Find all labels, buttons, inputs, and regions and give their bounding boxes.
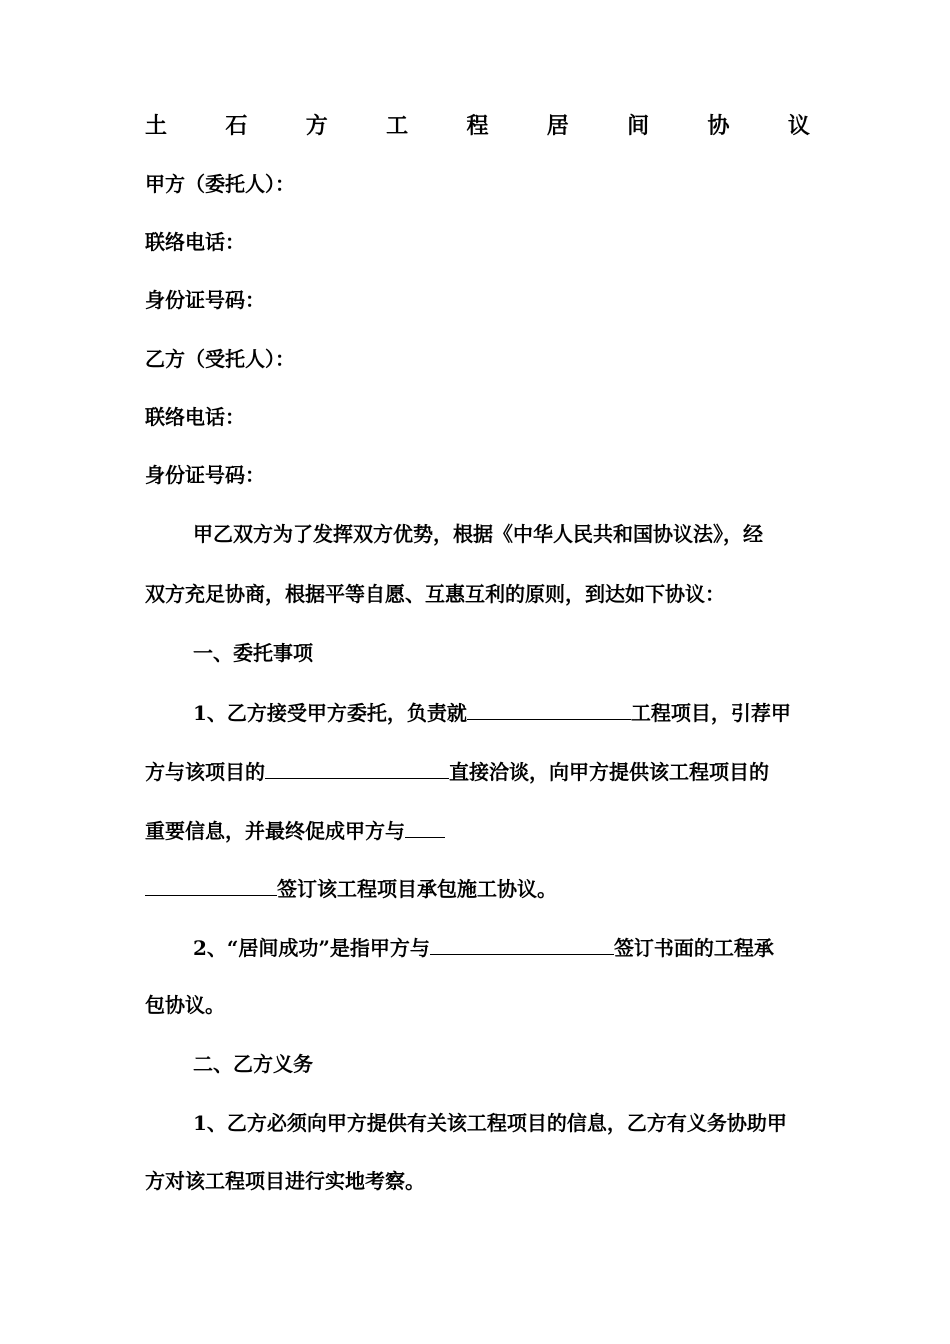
text-segment: 签订该工程项目承包施工协议。 [277,877,557,901]
section-1-item-2-line-2: 包协议。 [145,993,225,1017]
title-char: 方 [305,113,328,139]
text-segment: 工程项目，引荐甲 [630,701,791,725]
party-a-label: 甲方（委托人）： [145,172,295,196]
section-1-item-1-line-2 [145,756,810,784]
text-segment: 1、乙方接受甲方委托，负责就 [193,701,467,725]
party-b-phone-label: 联络电话： [145,405,245,429]
blank-line [265,756,449,779]
section-1-heading: 一、委托事项 [193,641,313,665]
title-char: 议 [787,113,810,139]
party-a-id-label: 身份证号码： [145,288,265,312]
title-char: 土 [145,113,168,139]
section-2-item-1-line-1: 1、乙方必须向甲方提供有关该工程项目的信息，乙方有义务协助甲 [193,1111,787,1135]
text-segment: 方与该项目的 [145,760,265,784]
section-1-item-1-line-3 [145,815,810,843]
section-2-item-1-line-2: 方对该工程项目进行实地考察。 [145,1169,425,1193]
party-b-label: 乙方（受托人）： [145,347,295,371]
title-char: 工 [386,113,409,139]
section-2-heading: 二、乙方义务 [193,1052,313,1076]
party-b-id-label: 身份证号码： [145,463,265,487]
preamble-line-2: 双方充足协商，根据平等自愿、互惠互利的原则，到达如下协议： [145,582,725,606]
blank-line [467,697,631,720]
blank-line [430,932,614,955]
document-title [145,112,810,140]
text-segment: 重要信息，并最终促成甲方与 [145,819,405,843]
party-a-phone-label: 联络电话： [145,230,245,254]
title-char: 程 [466,113,489,139]
section-1-item-2-line-1 [193,932,810,960]
title-char: 协 [707,113,730,139]
title-char: 居 [546,113,569,139]
text-segment: 2、“居间成功”是指甲方与 [193,936,430,960]
title-char: 石 [225,113,248,139]
title-char: 间 [627,113,650,139]
section-1-item-1-line-1 [193,697,810,725]
blank-line [405,815,445,838]
preamble-line-1: 甲乙双方为了发挥双方优势，根据《中华人民共和国协议法》，经 [193,522,763,546]
text-segment: 直接洽谈，向甲方提供该工程项目的 [449,760,769,784]
text-segment: 签订书面的工程承 [613,936,774,960]
section-1-item-1-line-4 [145,873,810,901]
blank-line [145,873,277,896]
